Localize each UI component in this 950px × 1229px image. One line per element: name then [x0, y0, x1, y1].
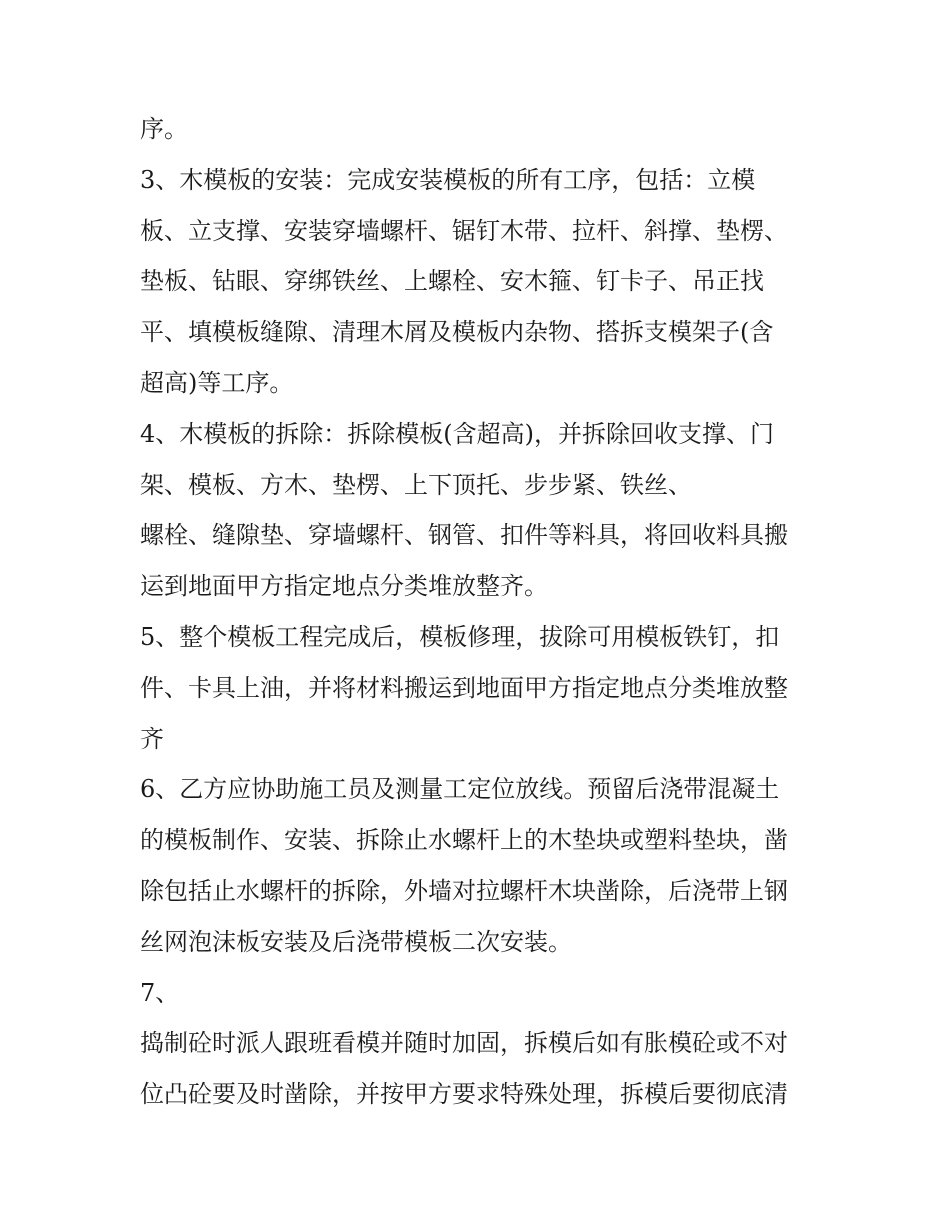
text-line: 序。	[140, 115, 188, 143]
text-line: 丝网泡沫板安装及后浇带模板二次安装。	[140, 927, 572, 956]
text-line: 位凸砼要及时凿除，并按甲方要求特殊处理，拆模后要彻底清	[140, 1080, 788, 1109]
text-line: 运到地面甲方指定地点分类堆放整齐。	[140, 572, 548, 601]
text-line: 3、木模板的安装：完成安装模板的所有工序，包括：立模	[140, 165, 756, 194]
text-line: 板、立支撑、安装穿墙螺杆、锯钉木带、拉杆、斜撑、垫楞、	[140, 216, 788, 245]
text-line: 垫板、钻眼、穿绑铁丝、上螺栓、安木箍、钉卡子、吊正找	[140, 267, 764, 296]
text-line: 齐	[140, 724, 164, 753]
text-line: 件、卡具上油，并将材料搬运到地面甲方指定地点分类堆放整	[140, 673, 788, 702]
text-line: 螺栓、缝隙垫、穿墙螺杆、钢管、扣件等料具，将回收料具搬	[140, 521, 788, 550]
text-line: 架、模板、方木、垫楞、上下顶托、步步紧、铁丝、	[140, 470, 692, 499]
text-line: 超高)等工序。	[140, 368, 294, 397]
text-line: 除包括止水螺杆的拆除，外墙对拉螺杆木块凿除，后浇带上钢	[140, 876, 788, 905]
document-body	[140, 104, 820, 1120]
text-line: 平、填模板缝隙、清理木屑及模板内杂物、搭拆支模架子(含	[140, 318, 774, 347]
text-line: 4、木模板的拆除：拆除模板(含超高)，并拆除回收支撑、门	[140, 419, 774, 448]
text-line: 的模板制作、安装、拆除止水螺杆上的木垫块或塑料垫块，凿	[140, 826, 788, 855]
text-line: 7、	[140, 978, 180, 1007]
text-line: 5、整个模板工程完成后，模板修理，拔除可用模板铁钉，扣	[140, 622, 780, 651]
text-line: 6、乙方应协助施工员及测量工定位放线。预留后浇带混凝土	[140, 775, 780, 804]
text-line: 捣制砼时派人跟班看模并随时加固，拆模后如有胀模砼或不对	[140, 1029, 788, 1058]
